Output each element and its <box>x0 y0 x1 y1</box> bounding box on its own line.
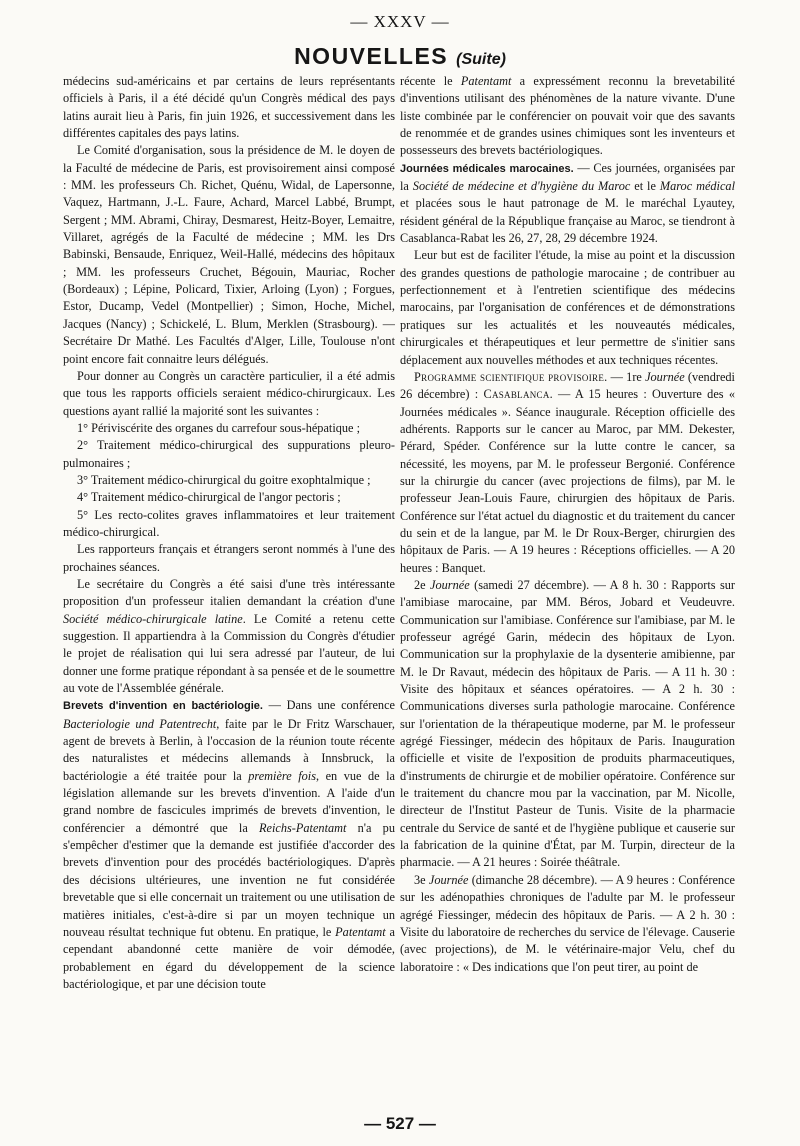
page-heading <box>0 43 800 70</box>
right-column <box>400 73 735 1113</box>
text: . — A 15 heures : Ouverture des « Journées médicales ». Séance inaugurale. Réception officielle des adhérents. Rapports sur le cancer au Maroc, par MM. Dekester, Pérard, Spéder. Conférence sur la lutte contre le cancer, sa nécessité, les moyens, par M. le professeur Bergonié. Conférence sur la chirurgie du cancer (avec projections de films), par M. le professeur Jean-Louis Faure, chirurgien des hôpitaux de Paris. Conférence sur l'état actuel du diagnostic et du traitement du cancer du sein et de la langue, par M. le Dr Roux-Berger, chirurgien des hôpitaux de Paris. — A 19 heures : Réceptions officielles. — A 20 heures : Banquet. <box>400 387 735 575</box>
text: (samedi 27 décembre). — A 8 h. 30 : Rapports sur l'amibiase marocaine, par MM. Béros, Jobard et Veudeuvre. Communication sur l'amibiase. Conférence sur l'amibiase, par M. le professeur agrégé Garin, médecin des hôpitaux de Lyon. Communication sur la prophylaxie de la dysenterie amibienne, par M. le Dr Ravaut, médecin des hôpitaux de Paris. — A 11 h. 30 : Visite des hôpitaux et séances opératoires. — A 2 h. 30 : Communications diverses surla pathologie marocaine. Conférence sur l'orientation de la thérapeutique moderne, par M. le professeur agrégé Fiessinger, médecin des hôpitaux de Paris. Inauguration officielle et visite de l'exposition de produits pharmaceutiques, d'instruments de chirurgie et de mobilier opératoire. Conférence sur le traitement du chancre mou par la vaccination, par M. Nicolle, directeur de l'Institut Pasteur de Tunis. Visite de la pharmacie centrale du Service de santé et de l'hygiène publique et causerie sur la fabrication de la quinine d'État, par M. Turpin, directeur de la pharmacie. — A 21 heures : Soirée théâtrale. <box>400 577 735 870</box>
list-item: 5° Les recto-colites graves inflammatoires et leur traitement médico-chirurgical. <box>63 507 395 539</box>
paragraph <box>400 872 735 976</box>
list-item: 2° Traitement médico-chirurgical des suppurations pleuro-pulmonaires ; <box>63 438 395 470</box>
text: 3e <box>414 872 429 887</box>
italic-text: Maroc médical <box>659 179 735 194</box>
italic-text: Patentamt <box>460 74 512 88</box>
article-lead: Journées médicales marocaines. <box>400 162 574 175</box>
paragraph <box>63 576 395 697</box>
paragraph: Pour donner au Congrès un caractère particulier, il a été admis que tous les rapports officiels seraient médico-chirurgicaux. Les questions ayant rallié la majorité sont les suivantes : <box>63 368 395 418</box>
italic-text: Reichs-Patentamt <box>259 820 347 835</box>
text: a expressément reconnu la brevetabilité d'inventions utilisant des phénomènes de la nature vivante. D'une liste combinée par le conférencier on pouvait voir que des savants de renommée et de grandes usines chimiques sont les inventeurs et possesseurs des brevets bactériologiques. <box>400 74 735 158</box>
paragraph: Leur but est de faciliter l'étude, la mise au point et la discussion des grandes questions de pathologie marocaine ; de contribuer au perfectionnement et à l'entretien scientifique des médecins marocains, par l'organisation de conférences et de démonstrations pratiques sur les actualités et les nouveautés médicales, chirurgicales et thérapeutiques et leur permettre de s'initier sans déplacement aux nouvelles méthodes et aux techniques récentes. <box>400 248 735 367</box>
list-item: 1° Périviscérite des organes du carrefour sous-hépatique ; <box>77 420 360 435</box>
page-title-suite: (Suite) <box>456 51 506 68</box>
text: . Le Comité a retenu cette suggestion. Il appartiendra à la Commission du Congrès d'étudier le projet de réalisation qui lui sera adressé par l'auteur, de lui donner une forme pratique répondant à sa pensée et de le soumettre au vote de l'Assemblée générale. <box>63 611 395 696</box>
text: et placées sous le haut patronage de M. le maréchal Lyautey, résident général de la République française au Maroc, se tiendront à Casablanca-Rabat les 26, 27, 28, 29 décembre 1924. <box>400 196 735 246</box>
article-lead: Brevets d'invention en bactériologie. <box>63 700 263 713</box>
italic-text: Patentamt <box>335 924 386 939</box>
paragraph <box>400 73 735 160</box>
left-column <box>63 73 395 1113</box>
text: récente le <box>400 74 461 88</box>
list-item: 4° Traitement médico-chirurgical de l'angor pectoris ; <box>77 490 341 505</box>
text: , en vue de la législation allemande sur les brevets d'invention. A l'aide d'un grand nombre de fascicules imprimés de brevets d'invention, le conférencier a démontré que la <box>63 768 395 835</box>
text: , faite par le Dr Fritz Warschauer, agent de brevets à Berlin, à l'occasion de la réunion toute récente des naturalistes et médecins allemands à Innsbruck, la bactériologie a été traitée pour la <box>63 716 395 783</box>
text: n'a pu s'empêcher d'estimer que la demande est justifiée d'accorder des brevets d'invention pour des procédés bactériologiques. D'après des décisions ultérieures, une invention ne fut considérée brevetable que si elle concernait un traitement ou une utilisation de matières initiales, c'est-à-dire si par un moyen technique un nouveau résultat technique fut obtenu. En pratique, le <box>63 820 395 939</box>
paragraph <box>400 369 735 577</box>
small-caps-text: Programme scientifique provisoire. <box>414 369 608 384</box>
italic-text: Journée <box>430 577 470 592</box>
paragraph <box>400 577 735 872</box>
paragraph: médecins sud-américains et par certains de leurs représentants officiels à Paris, il a été décidé qu'un Congrès médical des pays latins aurait lieu à Paris, fin juin 1926, et successivement dans les différentes capitales des pays latins. <box>63 74 395 141</box>
small-caps-text: Casablanca <box>483 387 550 402</box>
paragraph: Les rapporteurs français et étrangers seront nommés à l'une des prochaines séances. <box>63 542 395 574</box>
text: et le <box>630 179 660 194</box>
text: (dimanche 28 décembre). — A 9 heures : Conférence sur les adénopathies chroniques de l'adulte par M. le professeur agrégé Fiessinger, médecin des hôpitaux de Paris. — A 2 h. 30 : Visite du laboratoire de recherches du service de l'élevage. Causerie (avec projections), de M. le vétérinaire-major Velu, chef du laboratoire : « Des indications que l'on peut tirer, au point de <box>400 872 735 974</box>
text: — Ces journées, organisées par la <box>400 160 735 194</box>
text: — Dans une conférence <box>262 698 395 713</box>
paragraph: Le Comité d'organisation, sous la présidence de M. le doyen de la Faculté de médecine de Paris, est provisoirement ainsi composé : MM. les professeurs Ch. Richet, Quénu, Widal, de Lapersonne, Vaquez, Hartmann, J.-L. Faure, Achard, Marcel Labbé, Brumpt, Sergent ; MM. Abrami, Chiray, Desmarest, Heitz-Boyer, Lemaitre, Villaret, agrégés de la Faculté de médecine ; MM. les Drs Babinski, Bensaude, Enriquez, Weil-Hallé, médecins des hôpitaux ; MM. les professeurs Cruchet, Bégouin, Mauriac, Rocher (Bordeaux) ; Lépine, Policard, Tixier, Arloing (Lyon) ; Forgues, Estor, Ducamp, Vedel (Montpellier) ; Simon, Hoche, Michel, Jacques (Nancy) ; Schickelé, L. Blum, Merklen (Strasbourg). — Secrétaire Dr Mathé. Les Facultés d'Alger, Lille, Toulouse n'ont point encore fait connaitre leurs délégués. <box>63 143 395 366</box>
page-number: — 527 — <box>364 1114 436 1133</box>
page-title: NOUVELLES <box>294 43 449 69</box>
text: (vendredi 26 décembre) : <box>400 369 735 402</box>
article-journees <box>400 160 735 248</box>
section-number: — XXXV — <box>350 12 450 31</box>
text: 2e <box>414 577 431 592</box>
italic-text: Société médico-chirurgicale latine <box>63 611 243 626</box>
text: a cependant abandonné cette manière de voir démodée, probablement en égard du développement de la science bactériologique, et par une décision toute <box>63 924 395 991</box>
text: Le secrétaire du Congrès a été saisi d'une très intéressante proposition d'un professeur italien demandant la création d'une <box>63 576 395 609</box>
italic-text: Société de médecine et d'hygiène du Maroc <box>412 179 631 194</box>
italic-text: Journée <box>645 369 685 384</box>
text: — 1re <box>607 369 646 384</box>
list-item: 3° Traitement médico-chirurgical du goitre exophtalmique ; <box>77 472 371 487</box>
italic-text: Bacteriologie und Patentrecht <box>63 716 217 731</box>
article-brevets <box>63 697 395 993</box>
italic-text: Journée <box>428 872 469 887</box>
italic-text: première fois <box>248 768 316 783</box>
